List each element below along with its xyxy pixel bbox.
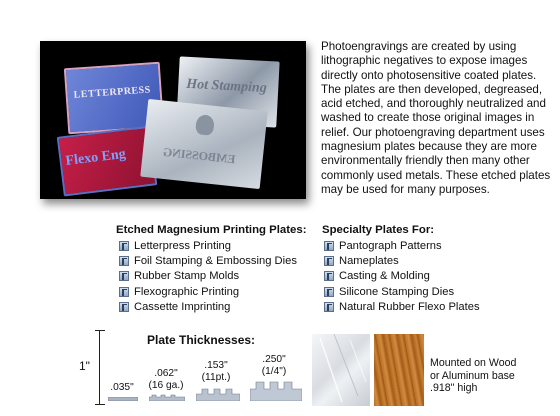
list-item-label: Pantograph Patterns bbox=[339, 239, 442, 252]
flexo-plate-text: Flexo Eng bbox=[64, 146, 127, 169]
thickness-035-sample bbox=[108, 397, 138, 401]
list-item-label: Flexographic Printing bbox=[134, 285, 240, 298]
list-item bbox=[119, 238, 297, 253]
list-item-label: Cassette Imprinting bbox=[134, 301, 231, 314]
list-item bbox=[324, 253, 480, 268]
list-item bbox=[324, 269, 480, 284]
thickness-062-sample bbox=[149, 394, 185, 401]
letterpress-plate-text: LETTERPRESS bbox=[73, 84, 152, 101]
bullet-icon bbox=[119, 256, 129, 266]
mounting-line-2: or Aluminum base bbox=[430, 369, 515, 382]
etched-plates-heading: Etched Magnesium Printing Plates: bbox=[116, 224, 307, 236]
list-item bbox=[324, 238, 480, 253]
list-item-label: Letterpress Printing bbox=[134, 239, 232, 252]
embossing-plate-text: EMBOSSING bbox=[162, 144, 236, 167]
list-item bbox=[119, 253, 297, 268]
list-item-label: Rubber Stamp Molds bbox=[134, 270, 240, 283]
list-item bbox=[119, 284, 297, 299]
mounting-line-3: .918" high bbox=[430, 382, 478, 394]
thickness-153-label: .153" bbox=[204, 360, 228, 371]
list-item bbox=[324, 300, 480, 315]
hot-stamping-plate-text: Hot Stamping bbox=[185, 76, 268, 97]
etched-plates-list bbox=[119, 238, 297, 315]
thickness-153-note: (11pt.) bbox=[201, 372, 231, 383]
bullet-icon bbox=[119, 287, 129, 297]
eagle-icon bbox=[195, 114, 215, 136]
mounting-note bbox=[430, 357, 516, 395]
list-item-label: Foil Stamping & Embossing Dies bbox=[134, 255, 297, 268]
mounting-line-1: Mounted on Wood bbox=[430, 357, 517, 369]
inch-scale-label: 1" bbox=[79, 359, 90, 373]
list-item bbox=[324, 284, 480, 299]
bullet-icon bbox=[324, 271, 334, 281]
plate-thickness-title: Plate Thicknesses: bbox=[147, 333, 256, 347]
thickness-250-label: .250" bbox=[262, 354, 286, 365]
specialty-plates-heading: Specialty Plates For: bbox=[322, 224, 435, 236]
bullet-icon bbox=[119, 241, 129, 251]
list-item-label: Casting & Molding bbox=[339, 270, 430, 283]
aluminum-base-sample bbox=[312, 334, 370, 406]
bullet-icon bbox=[324, 256, 334, 266]
wood-base-sample bbox=[374, 334, 424, 406]
list-item-label: Silicone Stamping Dies bbox=[339, 285, 455, 298]
inch-scale-bar bbox=[95, 330, 105, 405]
bullet-icon bbox=[324, 241, 334, 251]
thickness-035-label: .035" bbox=[110, 382, 134, 393]
thickness-250-sample bbox=[250, 381, 302, 401]
specialty-plates-list bbox=[324, 238, 480, 315]
bullet-icon bbox=[324, 302, 334, 312]
bullet-icon bbox=[324, 287, 334, 297]
bullet-icon bbox=[119, 271, 129, 281]
list-item-label: Natural Rubber Flexo Plates bbox=[339, 301, 480, 314]
bullet-icon bbox=[119, 302, 129, 312]
description-text: Photoengravings are created by using lithographic negatives to expose images directly onto photosensitive coated plates. The plates are then developed, degreased, acid etched, and thoroughly neutralized and washed to create those original images in relief. Our photoengraving department uses magnesium plates because they are more environmentally friendly then many other commonly used metals. These etched plates may be used for many purposes. bbox=[321, 40, 551, 196]
thickness-062-label: .062" bbox=[154, 368, 178, 379]
embossing-plate bbox=[140, 99, 267, 189]
plates-photo bbox=[40, 41, 306, 199]
list-item-label: Nameplates bbox=[339, 255, 399, 268]
thickness-153-sample bbox=[196, 388, 240, 401]
list-item bbox=[119, 269, 297, 284]
thickness-062-note: (16 ga.) bbox=[148, 380, 184, 391]
list-item bbox=[119, 300, 297, 315]
thickness-250-note: (1/4") bbox=[261, 366, 287, 377]
